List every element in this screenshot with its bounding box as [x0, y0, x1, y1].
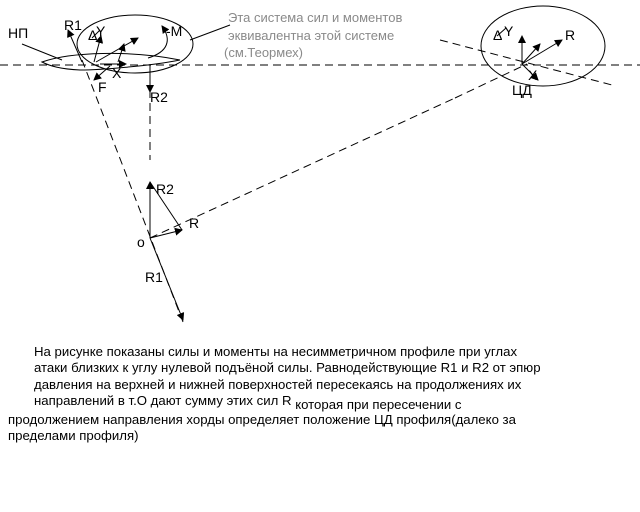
label-y-left: Y: [96, 23, 106, 39]
caption-text: [8, 344, 632, 444]
note-pointer-line: [190, 25, 230, 40]
r-arrow-right: [522, 40, 562, 64]
label-r2-top: R2: [150, 89, 168, 105]
label-f-left: F: [98, 79, 107, 95]
label-r-right: R: [565, 27, 576, 43]
label-y-right: Y: [504, 23, 514, 39]
note-line-3: (см.Теормех): [224, 45, 303, 60]
caption-line-6: пределами профиля): [8, 428, 139, 444]
moment-arc: [148, 26, 167, 58]
r-arrow-left: [96, 38, 138, 62]
label-r2-mid: R2: [156, 181, 174, 197]
caption-line-1: На рисунке показаны силы и моменты на несимметричном профиле при углах: [34, 344, 518, 359]
label-np: НП: [8, 25, 29, 41]
caption-line-5: продолжением направления хорды определяет положение ЦД профиля(далеко за: [8, 411, 516, 427]
np-pointer-line: [22, 44, 62, 60]
label-delta-left: Δ: [88, 27, 98, 43]
label-cd: ЦД: [512, 82, 532, 98]
caption-line-4b: которая при пересечении с: [295, 397, 462, 413]
label-r-mid: R: [189, 215, 200, 231]
caption-line-2: атаки близких к углу нулевой подъёной силы. Равнодействующие R1 и R2 от эпюр: [34, 360, 541, 376]
right-system-ellipse: [481, 6, 605, 86]
label-x-left: X: [112, 65, 122, 81]
label-r1-bottom: R1: [145, 269, 163, 285]
right-dashed-diagonal: [440, 40, 612, 85]
caption-line-3: давления на верхней и нижней поверхностей пересекаясь на продолжениях их: [34, 376, 522, 392]
small-arrow-right: [522, 44, 540, 64]
label-o-point: o: [137, 234, 145, 250]
label-r1-top: R1: [64, 17, 82, 33]
label-m-left: -M: [166, 23, 183, 39]
airfoil-profile: [42, 53, 180, 70]
caption-line-4a: направлений в т.О дают сумму этих сил R: [34, 393, 292, 409]
label-delta-right: Δ: [493, 27, 503, 43]
caption-line-4: [8, 393, 632, 413]
note-line-1: Эта система сил и моментов: [228, 10, 403, 25]
label-x-right: X: [528, 67, 538, 83]
note-line-2: эквивалентна этой системе: [228, 28, 395, 43]
